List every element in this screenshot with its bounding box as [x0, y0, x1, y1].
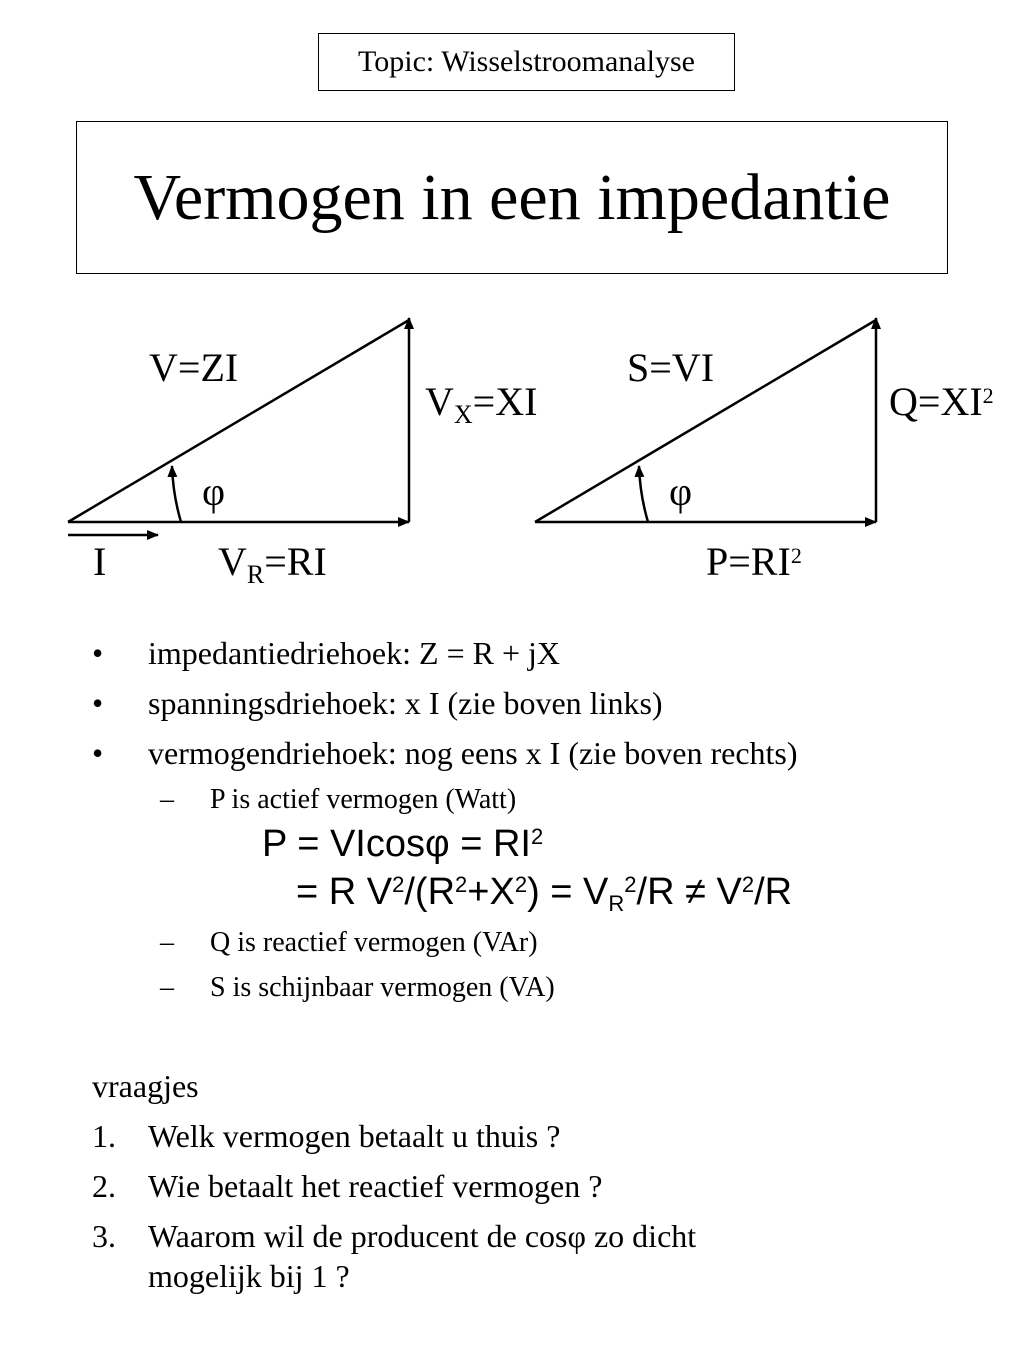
question-3: Waarom wil de producent de cosφ zo dicht [148, 1218, 697, 1254]
phasor-diagram [0, 300, 1024, 560]
topic-label: Topic: Wisselstroomanalyse [318, 33, 735, 91]
subitem-q: Q is reactief vermogen (VAr) [210, 927, 538, 958]
question-2: Wie betaalt het reactief vermogen ? [148, 1168, 603, 1204]
s-vi-label: S=VI [627, 345, 715, 390]
question-3-continued: mogelijk bij 1 ? [148, 1258, 350, 1294]
dash-marker: – [160, 972, 174, 1003]
formula-line-1: $P = VIcos\varphi = RI^2$ [262, 823, 544, 865]
question-number: 2. [92, 1168, 116, 1204]
subitem-p: P is actief vermogen (Watt) [210, 784, 517, 815]
voltage-triangle [68, 318, 409, 535]
subitem-s: S is schijnbaar vermogen (VA) [210, 972, 555, 1003]
questions-heading: vraagjes [92, 1068, 199, 1104]
formula-line-2: = R $V^2/(R^2+X^2) = VR^2/R \ne V^2/R$ [296, 871, 793, 916]
bullet-marker: • [92, 735, 104, 771]
vx-label: $V_X=XI$ [425, 379, 538, 429]
question-number: 1. [92, 1118, 116, 1154]
bullet-impedance: impedantiedriehoek: Z = R + jX [148, 635, 560, 671]
bullet-marker: • [92, 635, 104, 671]
phi-label-left: φ [202, 469, 226, 514]
question-1: Welk vermogen betaalt u thuis ? [148, 1118, 561, 1154]
question-number: 3. [92, 1218, 116, 1254]
phi-angle-arrow [172, 466, 181, 522]
dash-marker: – [160, 784, 174, 815]
bullet-voltage: spanningsdriehoek: x I (zie boven links) [148, 685, 663, 721]
v-zi-label: V=ZI [149, 345, 239, 390]
vr-label: $V_R=RI$ [218, 539, 327, 589]
current-label: I [93, 539, 107, 584]
slide-title: Vermogen in een impedantie [76, 121, 948, 274]
phi-label-right: φ [669, 469, 693, 514]
v-hypotenuse [68, 320, 409, 522]
bullet-marker: • [92, 685, 104, 721]
q-xi2-label: $Q=XI^2$ [889, 379, 994, 424]
dash-marker: – [160, 927, 174, 958]
p-ri2-label: $P=RI^2$ [706, 539, 802, 584]
phi-angle-arrow-right [639, 466, 648, 522]
bullet-power: vermogendriehoek: nog eens x I (zie boven rechts) [148, 735, 798, 771]
